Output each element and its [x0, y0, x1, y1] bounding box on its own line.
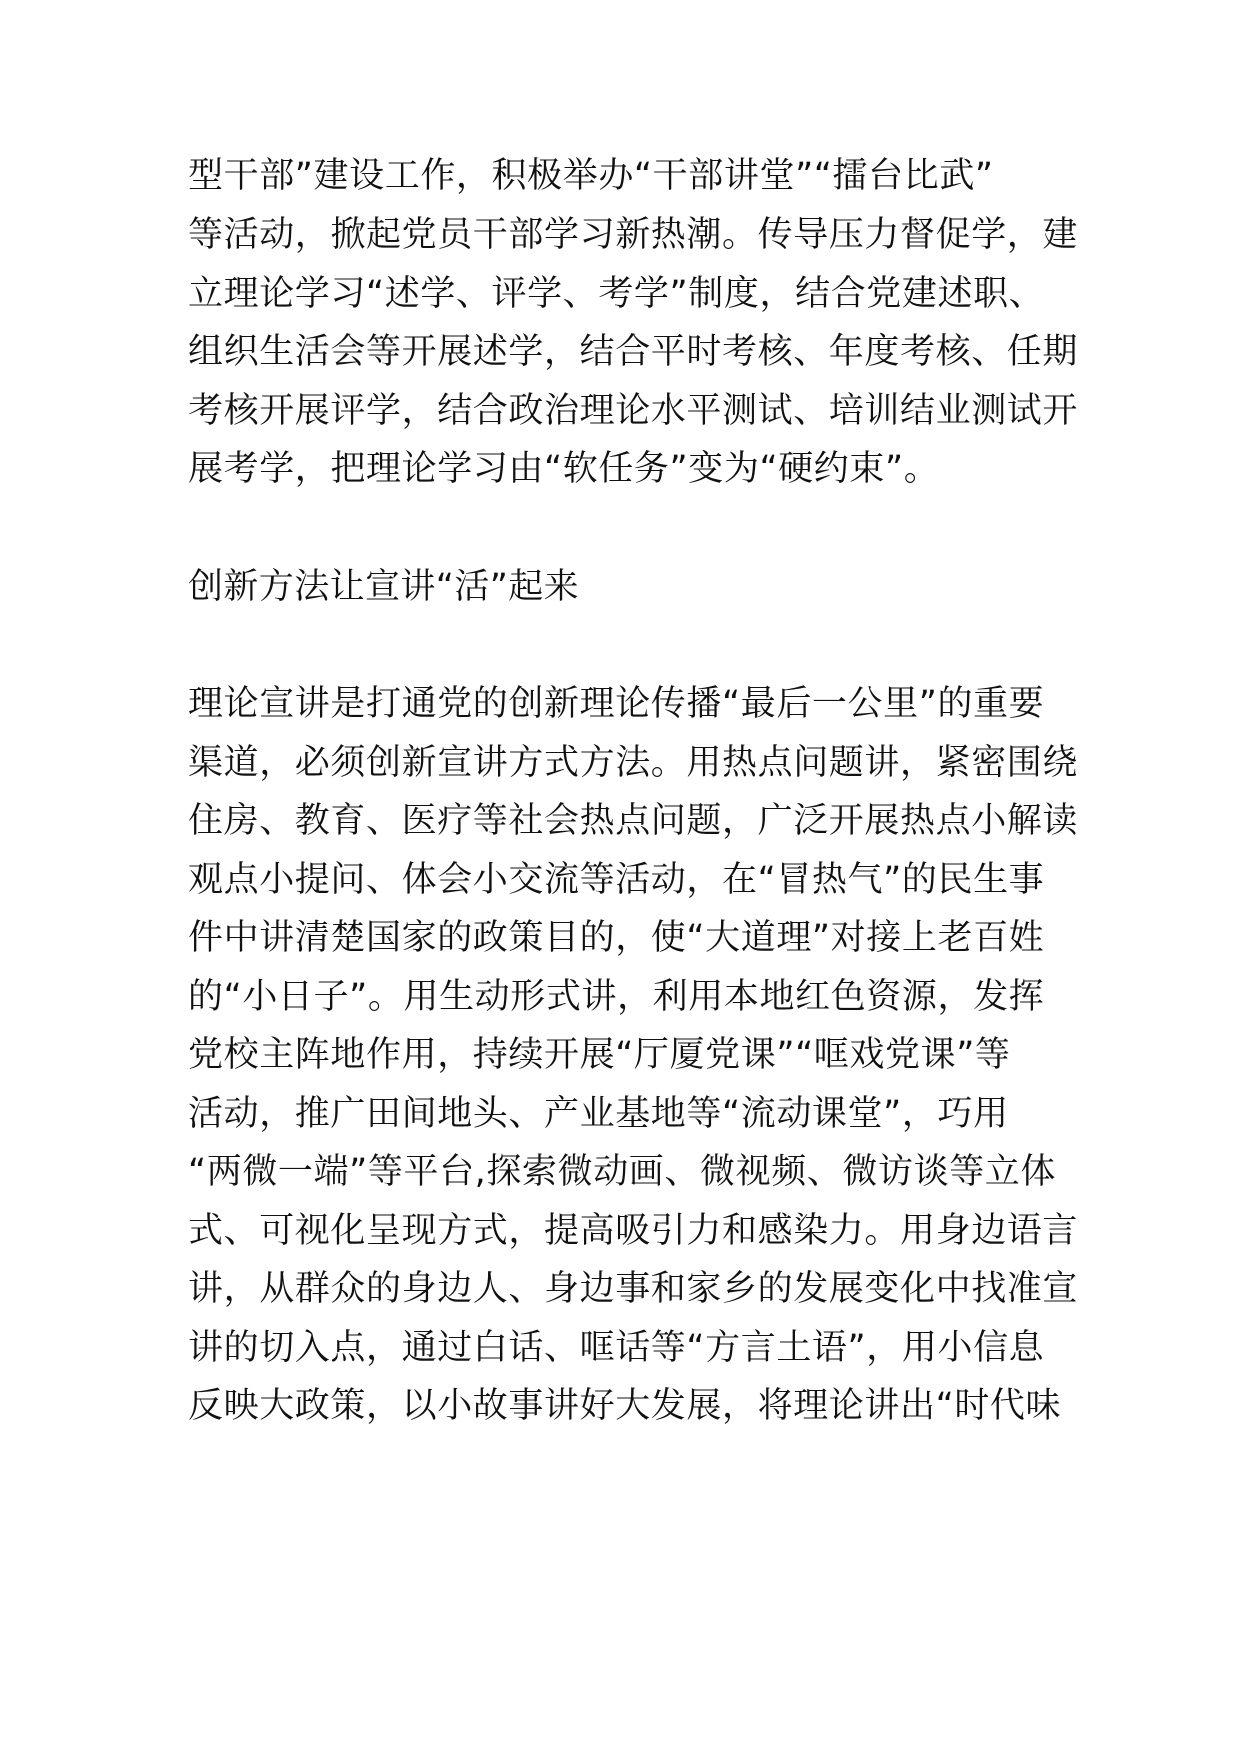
text-line: 展考学，把理论学习由“软任务”变为“硬约束”。	[188, 449, 940, 489]
text-line: 活动，推广田间地头、产业基地等“流动课堂”，巧用	[188, 1094, 1009, 1134]
text-line: 件中讲清楚国家的政策目的，使“大道理”对接上老百姓	[188, 918, 1045, 958]
text-line: 渠道，必须创新宣讲方式方法。用热点问题讲，紧密围绕	[188, 743, 1079, 783]
text-line: 反映大政策，以小故事讲好大发展，将理论讲出“时代味	[188, 1386, 1062, 1426]
text-line: 理论宣讲是打通党的创新理论传播“最后一公里”的重要	[188, 684, 1045, 724]
text-line: “两微一端”等平台,探索微动画、微视频、微访谈等立体	[188, 1152, 1056, 1192]
text-line: 考核开展评学，结合政治理论水平测试、培训结业测试开	[188, 391, 1079, 431]
section-heading: 创新方法让宣讲“活”起来	[188, 567, 580, 607]
text-line: 讲，从群众的身边人、身边事和家乡的发展变化中找准宣	[188, 1269, 1079, 1309]
text-line: 立理论学习“述学、评学、考学”制度，结合党建述职、	[188, 274, 1045, 314]
text-line: 等活动，掀起党员干部学习新热潮。传导压力督促学，建	[188, 215, 1079, 255]
text-line: 型干部”建设工作，积极举办“干部讲堂”“擂台比武”	[188, 156, 994, 196]
text-line: 式、可视化呈现方式，提高吸引力和感染力。用身边语言	[188, 1211, 1079, 1251]
text-line: 住房、教育、医疗等社会热点问题，广泛开展热点小解读	[188, 801, 1079, 841]
text-line: 组织生活会等开展述学，结合平时考核、年度考核、任期	[188, 332, 1079, 372]
text-line: 党校主阵地作用，持续开展“厅厦党课”“哐戏党课”等	[188, 1035, 1011, 1075]
text-line: 的“小日子”。用生动形式讲，利用本地红色资源，发挥	[188, 977, 1045, 1017]
text-line: 讲的切入点，通过白话、哐话等“方言土语”，用小信息	[188, 1328, 1045, 1368]
text-line: 观点小提问、体会小交流等活动，在“冒热气”的民生事	[188, 860, 1045, 900]
